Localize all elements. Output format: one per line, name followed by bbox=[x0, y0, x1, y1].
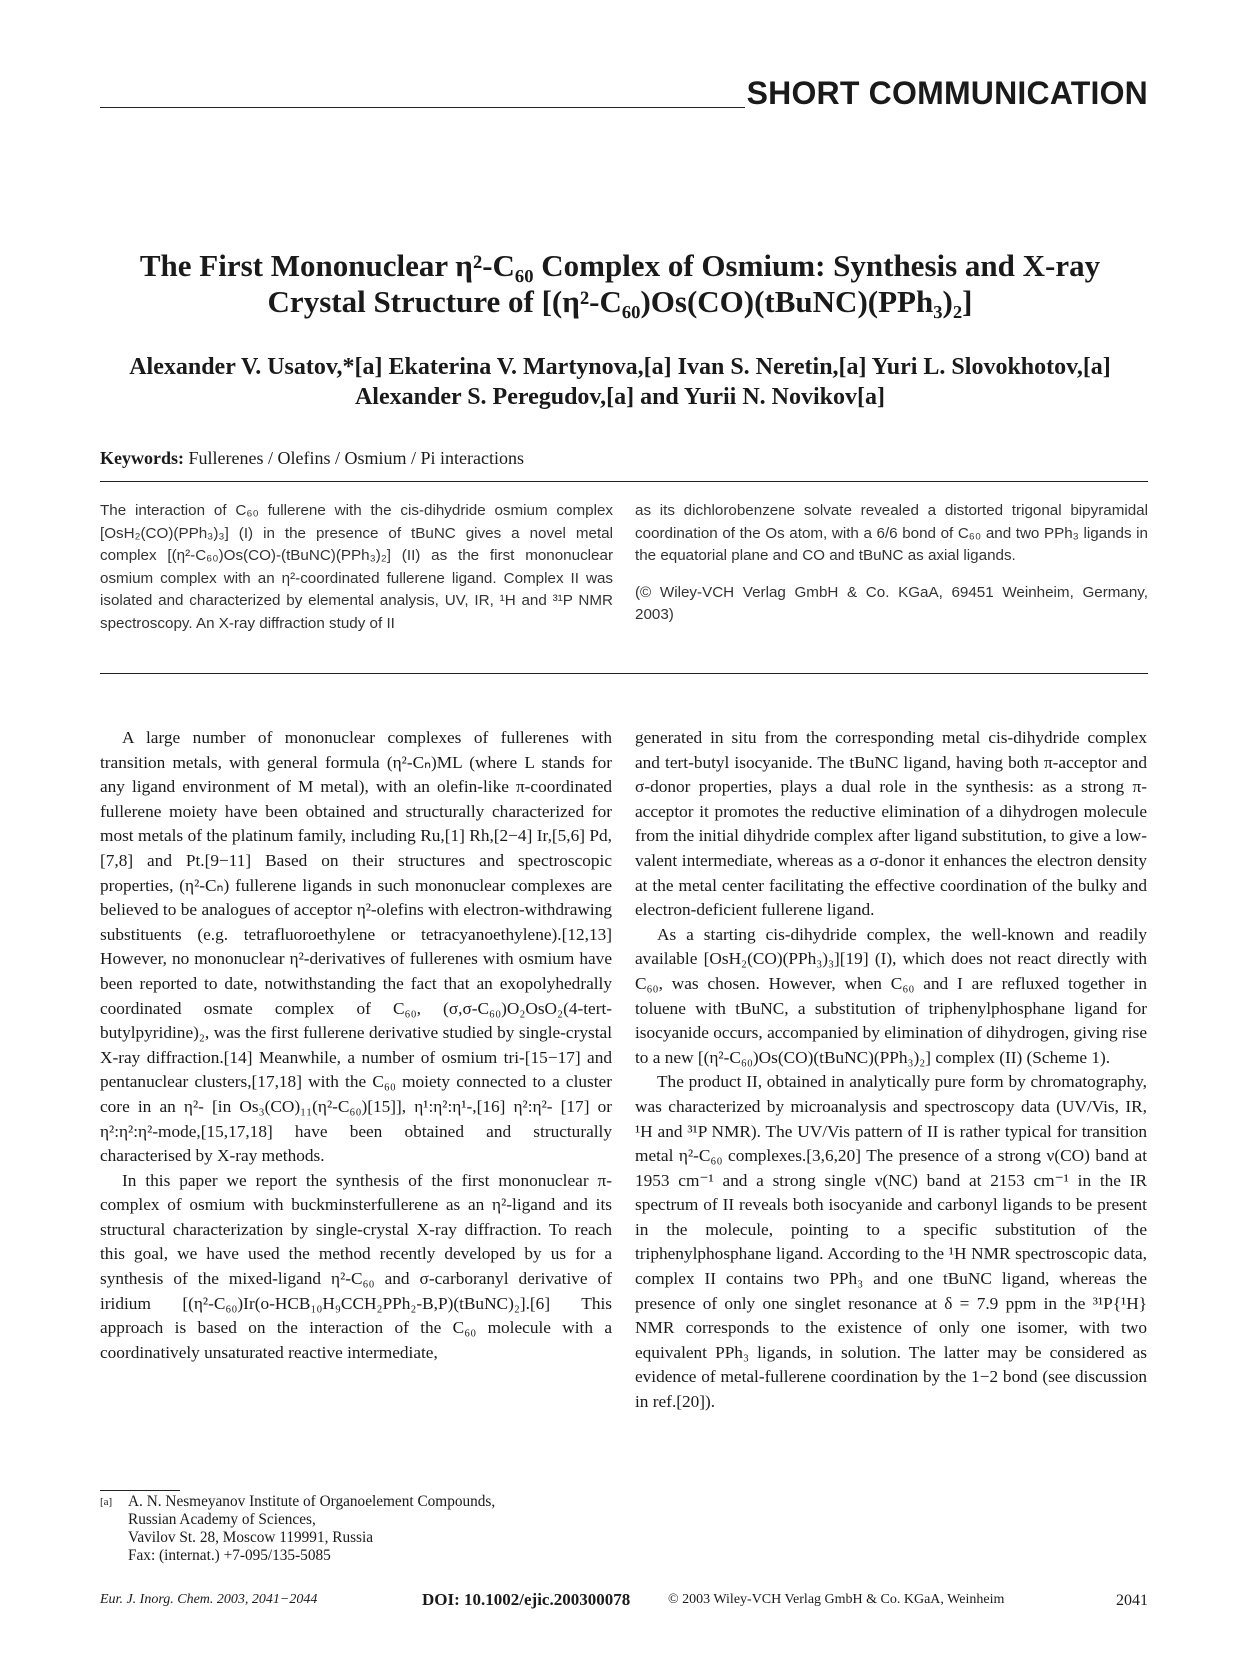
body-paragraph: In this paper we report the synthesis of the first mononuclear π-complex of osmium with buckminsterfullerene as an η²-ligand and its structural characterization by single-crystal X-ray diffraction. To reach this goal, we have used the method recently developed by us for a synthesis of the mixed-ligand η²-C₆₀ and σ-carboranyl derivative of iridium [(η²-C₆₀)Ir(o-HCB₁₀H₉CCH₂PPh₂-B,P)(tBuNC)₂].[6] This approach is based on the interaction of the C₆₀ molecule with a coordinatively unsaturated reactive intermediate, bbox=[100, 1170, 612, 1362]
keywords bbox=[100, 448, 524, 469]
footnote-rule bbox=[100, 1490, 180, 1491]
abstract-text-1: The interaction of C₆₀ fullerene with the cis-dihydride osmium complex [OsH₂(CO)(PPh₃)₃] (I) in the presence of tBuNC gives a novel metal complex [(η²-C₆₀)Os(CO)-(tBuNC)(PPh₃)₂] (II) as the first mononuclear osmium complex with an η²-coordinated fullerene ligand. Complex II was isolated and characterized by elemental analysis, UV, IR, ¹H and ³¹P NMR spectroscopy. An X-ray diffraction study of II bbox=[100, 502, 613, 632]
body-paragraph: The product II, obtained in analytically pure form by chromatography, was characterized by microanalysis and spectroscopy data (UV/Vis, IR, ¹H and ³¹P NMR). The UV/Vis pattern of II is rather typical for transition metal η²-C₆₀ complexes.[3,6,20] The presence of a strong ν(CO) band at 1953 cm⁻¹ and a strong single ν(NC) band at 2153 cm⁻¹ in the IR spectrum of II reveals both isocyanide and carbonyl ligands to be present in the molecule, pointing to a specific substitution of the triphenylphosphane ligand. According to the ¹H NMR spectroscopic data, complex II contains two PPh₃ and one tBuNC ligand, whereas the presence of only one singlet resonance at δ = 7.9 ppm in the ³¹P{¹H} NMR corresponds to the existence of only one isomer, with two equivalent PPh₃ ligands, in solution. The latter may be considered as evidence of metal-fullerene coordination by the 1−2 bond (see discussion in ref.[20]). bbox=[635, 1072, 1147, 1412]
author-list bbox=[60, 352, 1180, 412]
footer-copyright: © 2003 Wiley-VCH Verlag GmbH & Co. KGaA, Weinheim bbox=[668, 1592, 1005, 1607]
affiliation-footnote bbox=[100, 1493, 610, 1565]
article-title bbox=[60, 248, 1180, 320]
body-paragraph: As a starting cis-dihydride complex, the well-known and readily available [OsH₂(CO)(PPh₃)₃][19] (I), which does not react directly with C₆₀, was chosen. However, when C₆₀ and I are refluxed together in toluene with tBuNC, a substitution of triphenylphosphane ligand for isocyanide occurs, accompanied by elimination of dihydrogen, giving rise to a new [(η²-C₆₀)Os(CO)(tBuNC)(PPh₃)₂] complex (II) (Scheme 1). bbox=[635, 924, 1147, 1067]
body-paragraph: generated in situ from the corresponding metal cis-dihydride complex and tert-butyl isocyanide. The tBuNC ligand, having both π-acceptor and σ-donor properties, plays a dual role in the synthesis: as a strong π-acceptor it promotes the reductive elimination of a dihydrogen molecule from the initial dihydride complex after ligand substitution, to give a low-valent intermediate, whereas as a σ-donor it enhances the electron density at the metal center facilitating the effective coordination of the bulky and electron-deficient fullerene ligand. bbox=[635, 728, 1147, 920]
header-rule bbox=[100, 107, 745, 108]
title-line-1: The First Mononuclear η²-C₆₀ Complex of Osmium: Synthesis and X-ray bbox=[139, 248, 1101, 283]
authors-line-1: Alexander V. Usatov,*[a] Ekaterina V. Martynova,[a] Ivan S. Neretin,[a] Yuri L. Slovokhotov,[a] bbox=[129, 354, 1111, 380]
authors-line-2: Alexander S. Peregudov,[a] and Yurii N. Novikov[a] bbox=[354, 384, 886, 410]
body-paragraph: A large number of mononuclear complexes of fullerenes with transition metals, with general formula (η²-Cₙ)ML (where L stands for any ligand environment of M metal), with an olefin-like π-coordinated fullerene moiety have been obtained and structurally characterized for most metals of the platinum family, including Ru,[1] Rh,[2−4] Ir,[5,6] Pd,[7,8] and Pt.[9−11] Based on their structures and spectroscopic properties, (η²-Cₙ) fullerene ligands in such mononuclear complexes are believed to be analogues of acceptor η²-olefins with electron-withdrawing substituents (e.g. tetrafluoroethylene or tetracyanoethylene).[12,13] However, no mononuclear η²-derivatives of fullerenes with osmium have been reported to date, notwithstanding the fact that an exopolyhedrally coordinated osmate complex of C₆₀, (σ,σ-C₆₀)O₂OsO₂(4-tert-butylpyridine)₂, was the first fullerene derivative studied by single-crystal X-ray diffraction.[14] Meanwhile, a number of osmium tri-[15−17] and pentanuclear clusters,[17,18] with the C₆₀ moiety connected to a cluster core in an η²- [in Os₃(CO)₁₁(η²-C₆₀)[15]], η¹:η²:η¹-,[16] η²:η²- [17] or η²:η²:η²-mode,[15,17,18] have been obtained and structurally characterised by X-ray methods. bbox=[100, 728, 612, 1166]
title-line-2: Crystal Structure of [(η²-C₆₀)Os(CO)(tBuNC)(PPh₃)₂] bbox=[267, 284, 973, 319]
abstract-top-rule bbox=[100, 481, 1148, 482]
abstract-column-left bbox=[100, 500, 613, 649]
abstract-bottom-rule bbox=[100, 673, 1148, 674]
abstract-text-2: as its dichlorobenzene solvate revealed a distorted trigonal bipyramidal coordination of the Os atom, with a 6/6 bond of C₆₀ and two PPh₃ ligands in the equatorial plane and CO and tBuNC as axial ligands. bbox=[635, 502, 1148, 564]
section-label: SHORT COMMUNICATION bbox=[746, 75, 1148, 111]
keywords-label: Keywords: bbox=[100, 448, 184, 468]
body-column-right bbox=[635, 726, 1147, 1415]
abstract-column-right bbox=[635, 500, 1148, 641]
keywords-list: Fullerenes / Olefins / Osmium / Pi interactions bbox=[188, 448, 524, 468]
footnote-text: A. N. Nesmeyanov Institute of Organoelement Compounds, Russian Academy of Sciences, Vavilov St. 28, Moscow 119991, Russia Fax: (internat.) +7-095/135-5085 bbox=[128, 1493, 496, 1564]
footer-doi[interactable]: DOI: 10.1002/ejic.200300078 bbox=[422, 1590, 631, 1609]
footer-journal: Eur. J. Inorg. Chem. 2003, 2041−2044 bbox=[100, 1592, 318, 1607]
page-number: 2041 bbox=[1116, 1592, 1148, 1609]
body-column-left bbox=[100, 726, 612, 1365]
footnote-mark: [a] bbox=[100, 1496, 113, 1508]
abstract-copyright: (© Wiley-VCH Verlag GmbH & Co. KGaA, 69451 Weinheim, Germany, 2003) bbox=[635, 583, 1148, 623]
